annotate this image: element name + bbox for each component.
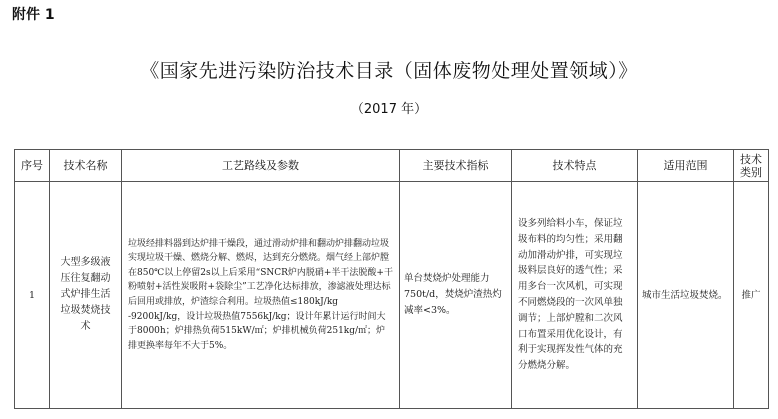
- cell-spec: 单台焚烧炉处理能力750t/d，焚烧炉渣热灼减率<3%。: [400, 182, 512, 409]
- header-category: 技术类别: [734, 150, 769, 182]
- cell-scope: 城市生活垃圾焚烧。: [638, 182, 734, 409]
- cell-category: 推广: [734, 182, 769, 409]
- header-spec: 主要技术指标: [400, 150, 512, 182]
- page-title: 《国家先进污染防治技术目录（固体废物处理处置领域）》: [140, 60, 638, 82]
- cell-name: 大型多级液压往复翻动式炉排生活垃圾焚烧技术: [50, 182, 122, 409]
- technology-table: [14, 149, 769, 409]
- table-row: [15, 182, 769, 409]
- attachment-label: 附件 1: [12, 7, 55, 23]
- header-route: 工艺路线及参数: [122, 150, 400, 182]
- header-features: 技术特点: [512, 150, 638, 182]
- header-scope: 适用范围: [638, 150, 734, 182]
- cell-features: 设多列给料小车，保证垃圾布料的均匀性；采用翻动加滑动炉排，可实现垃圾料层良好的透气性；采用多台一次风机，可实现不同燃烧段的一次风单独调节；上部炉膛和二次风口布置采用优化设计，有利于实现挥发性气体的充分燃烧分解。: [512, 182, 638, 409]
- header-no: 序号: [15, 150, 50, 182]
- year-subtitle: （2017 年）: [350, 102, 428, 117]
- header-name: 技术名称: [50, 150, 122, 182]
- cell-route: 垃圾经排料器到达炉排干燥段，通过滑动炉排和翻动炉排翻动垃圾实现垃圾干燥、燃烧分解、燃烬，达到充分燃烧。烟气经上部炉膛在850℃以上停留2s以上后采用“SNCR炉内脱硝+半干法脱酸+干粉喷射+活性炭吸附+袋除尘”工艺净化达标排放，渗滤液处理达标后回用或排放，炉渣综合利用。垃圾热值≤180kJ/kg -9200kJ/kg，设计垃圾热值7556kJ/kg；设计年累计运行时间大于8000h；炉排热负荷515kW/㎡；炉排机械负荷251kg/㎡；炉排更换率每年不大于5%。: [122, 182, 400, 409]
- table-header-row: [15, 150, 769, 182]
- cell-no: 1: [15, 182, 50, 409]
